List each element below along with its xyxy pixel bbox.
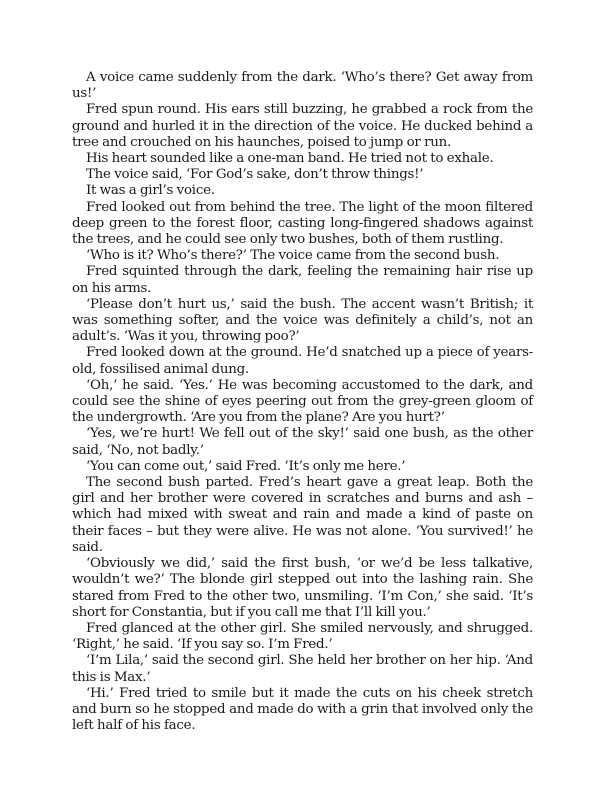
body-text [72,70,533,734]
paragraph: Fred looked down at the ground. He’d snatched up a piece of years-old, fossilised animal dung. [72,345,533,377]
paragraph: The second bush parted. Fred’s heart gave a great leap. Both the girl and her brother were covered in scratches and burns and ash – which had mixed with sweat and rain and made a kind of paste on their faces – but they were alive. He was not alone. ‘You survived!’ he said. [72,475,533,555]
paragraph: ‘Yes, we’re hurt! We fell out of the sky!’ said one bush, as the other said, ‘No, not badly.’ [72,426,533,458]
paragraph: It was a girl’s voice. [86,183,215,199]
paragraph: ‘I’m Lila,’ said the second girl. She held her brother on her hip. ‘And this is Max.’ [72,653,533,685]
paragraph: ‘Please don’t hurt us,’ said the bush. The accent wasn’t British; it was something softer, and the voice was definitely a child’s, not an adult’s. ‘Was it you, throwing poo?’ [72,296,533,345]
paragraph: The voice said, ‘For God’s sake, don’t throw things!’ [86,167,424,183]
paragraph: His heart sounded like a one-man band. He tried not to exhale. [86,151,494,167]
paragraph: Fred glanced at the other girl. She smiled nervously, and shrugged. ‘Right,’ he said. ‘If you say so. I’m Fred.’ [72,620,533,653]
paragraph: ‘Obviously we did,’ said the first bush, ‘or we’d be less talkative, wouldn’t we?’ The blonde girl stepped out into the lashing rain. She stared from Fred to the other two, unsmiling. ‘I’m Con,’ she said. ‘It’s short for Constantia, but if you call me that I’ll kill you.’ [72,556,533,620]
paragraph: Fred squinted through the dark, feeling the remaining hair rise up on his arms. [72,264,533,296]
paragraph: ‘Hi.’ Fred tried to smile but it made the cuts on his cheek stretch and burn so he stopped and made do with a grin that involved only the left half of his face. [72,685,533,734]
paragraph: ‘You can come out,’ said Fred. ‘It’s only me here.’ [86,458,406,474]
paragraph: A voice came suddenly from the dark. ‘Who’s there? Get away from us!’ [72,70,533,102]
paragraph: Fred spun round. His ears still buzzing, he grabbed a rock from the ground and hurled it in the direction of the voice. He ducked behind a tree and crouched on his haunches, poised to jump or run. [72,102,533,150]
paragraph: Fred looked out from behind the tree. The light of the moon filtered deep green to the forest floor, casting long-fingered shadows against the trees, and he could see only two bushes, both of them rustling. [72,199,533,248]
paragraph: ‘Oh,’ he said. ‘Yes.’ He was becoming accustomed to the dark, and could see the shine of eyes peering out from the grey-green gloom of the undergrowth. ‘Are you from the plane? Are you hurt?’ [72,377,533,426]
paragraph: ‘Who is it? Who’s there?’ The voice came from the second bush. [86,248,500,264]
